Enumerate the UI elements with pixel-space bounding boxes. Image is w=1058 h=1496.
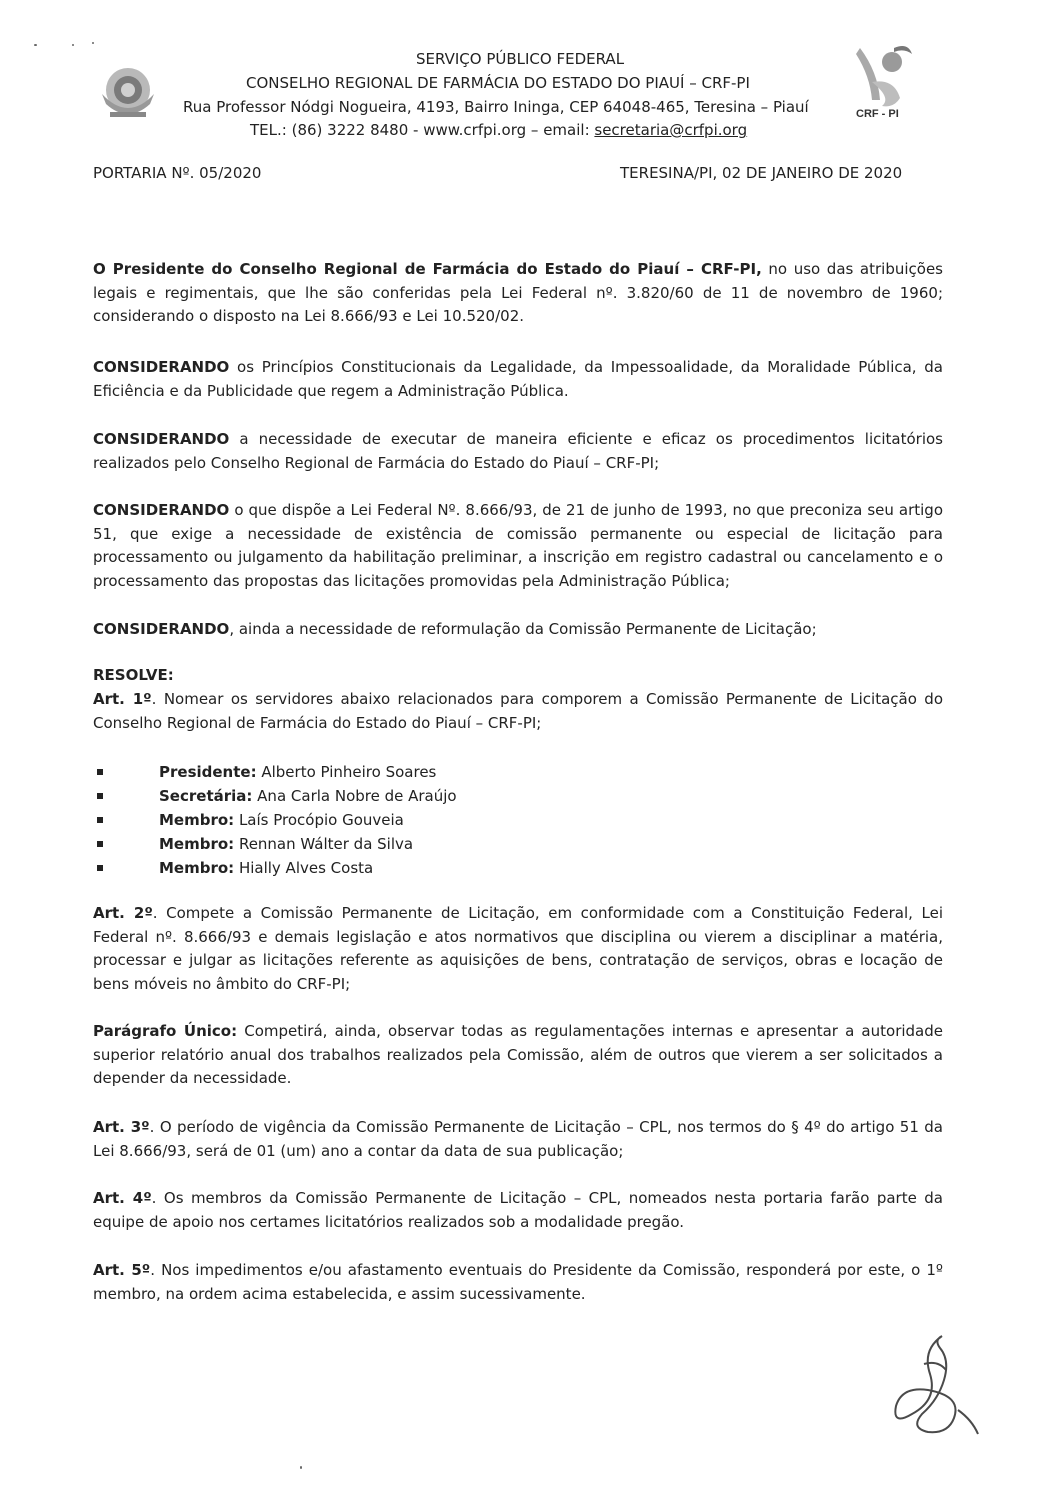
paragraph-preamble [93,258,943,329]
article-text: . O período de vigência da Comissão Permanente de Licitação – CPL, nos termos do § 4º do artigo 51 da Lei 8.666/93, será de 01 (um) ano a contar da data de sua publicação; [93,1118,943,1160]
considerando-label: CONSIDERANDO [93,501,230,519]
member-role: Membro: [159,859,235,877]
paragraph-considerando-1 [93,356,943,403]
considerando-text: o que dispõe a Lei Federal Nº. 8.666/93, de 21 de junho de 1993, no que preconiza seu artigo 51, que exige a necessidade de existência de comissão permanente ou especial de licitação para processamento ou julgamento da habilitação preliminar, a inscrição em registro cadastral ou cancelamento e o processamento das propostas das licitações promovidas pela Administração Pública; [93,501,943,590]
member-role: Membro: [159,811,235,829]
considerando-label: CONSIDERANDO [93,620,230,638]
scan-speck [72,44,74,46]
list-item [93,760,693,784]
logo-text: CRF - PI [856,108,899,120]
signature-icon [882,1330,992,1440]
paragrafo-text: Competirá, ainda, observar todas as regulamentações internas e apresentar a autoridade superior relatório anual dos trabalhos realizados pela Comissão, além de outros que vierem a ser solicitados a depender da necessidade. [93,1022,943,1087]
paragrafo-unico [93,1020,943,1091]
coat-of-arms-icon [96,60,160,124]
member-name: Ana Carla Nobre de Araújo [252,787,457,805]
header-line-address: Rua Professor Nódgi Nogueira, 4193, Bairro Ininga, CEP 64048-465, Teresina – Piauí [183,98,809,116]
bullet-icon [97,865,103,871]
article-4 [93,1187,943,1234]
considerando-label: CONSIDERANDO [93,358,230,376]
bullet-icon [97,769,103,775]
list-item [93,832,693,856]
article-label: Art. 5º [93,1261,151,1279]
article-3 [93,1116,943,1163]
paragraph-considerando-4 [93,618,943,642]
member-name: Rennan Wálter da Silva [234,835,414,853]
article-1 [93,688,943,735]
article-5 [93,1259,943,1306]
considerando-label: CONSIDERANDO [93,430,230,448]
considerando-text: , ainda a necessidade de reformulação da Comissão Permanente de Licitação; [229,620,817,638]
member-name: Hially Alves Costa [234,859,374,877]
list-item [93,856,693,880]
member-role: Membro: [159,835,235,853]
resolve-heading: RESOLVE: [93,666,174,684]
paragraph-considerando-2 [93,428,943,475]
members-list [93,760,693,880]
article-label: Art. 3º [93,1118,150,1136]
article-text: . Nos impedimentos e/ou afastamento eventuais do Presidente da Comissão, responderá por este, o 1º membro, na ordem acima estabelecida, e assim sucessivamente. [93,1261,944,1303]
header-line-service: SERVIÇO PÚBLICO FEDERAL [416,50,625,68]
considerando-text: a necessidade de executar de maneira eficiente e eficaz os procedimentos licitatórios realizados pelo Conselho Regional de Farmácia do Estado do Piauí – CRF-PI; [93,430,943,472]
document-date: TERESINA/PI, 02 DE JANEIRO DE 2020 [620,164,903,182]
bullet-icon [97,793,103,799]
preamble-text: no uso das atribuições legais e regimentais, que lhe são conferidas pela Lei Federal nº. 3.820/60 de 11 de novembro de 1960; considerando o disposto na Lei 8.666/93 e Lei 10.520/02. [93,260,943,325]
scan-speck [92,42,94,44]
member-name: Laís Procópio Gouveia [234,811,404,829]
paragraph-considerando-3 [93,499,943,593]
article-text: . Compete a Comissão Permanente de Licitação, em conformidade com a Constituição Federal, Lei Federal nº. 8.666/93 e demais legislação e atos normativos que disciplina ou vierem a disciplinar a matéria, processar e julgar as licitações referente as aquisições de bens, contratação de serviços, obras e locação de bens móveis no âmbito do CRF-PI; [93,904,943,993]
contact-text: TEL.: (86) 3222 8480 - www.crfpi.org – email: [250,121,595,139]
email-link[interactable]: secretaria@crfpi.org [594,121,748,139]
bullet-icon [97,841,103,847]
member-role: Presidente: [159,763,257,781]
header-line-contact [250,121,747,139]
article-label: Art. 1º [93,690,152,708]
considerando-text: os Princípios Constitucionais da Legalidade, da Impessoalidade, da Moralidade Pública, da Eficiência e da Publicidade que regem a Administração Pública. [93,358,943,400]
crf-pi-logo-icon [850,42,916,134]
scan-speck [300,1466,302,1469]
list-item [93,808,693,832]
paragrafo-label: Parágrafo Único: [93,1022,238,1040]
article-text: . Os membros da Comissão Permanente de Licitação – CPL, nomeados nesta portaria farão parte da equipe de apoio nos certames licitatórios realizados sob a modalidade pregão. [93,1189,943,1231]
member-name: Alberto Pinheiro Soares [256,763,437,781]
list-item [93,784,693,808]
bullet-icon [97,817,103,823]
portaria-number: PORTARIA Nº. 05/2020 [93,164,262,182]
article-label: Art. 4º [93,1189,152,1207]
article-text: . Nomear os servidores abaixo relacionados para comporem a Comissão Permanente de Licitação do Conselho Regional de Farmácia do Estado do Piauí – CRF-PI; [93,690,943,732]
preamble-bold: O Presidente do Conselho Regional de Farmácia do Estado do Piauí – CRF-PI, [93,260,762,278]
header-line-council: CONSELHO REGIONAL DE FARMÁCIA DO ESTADO DO PIAUÍ – CRF-PI [246,74,750,92]
scan-speck [34,44,37,46]
article-2 [93,902,943,996]
member-role: Secretária: [159,787,253,805]
article-label: Art. 2º [93,904,153,922]
